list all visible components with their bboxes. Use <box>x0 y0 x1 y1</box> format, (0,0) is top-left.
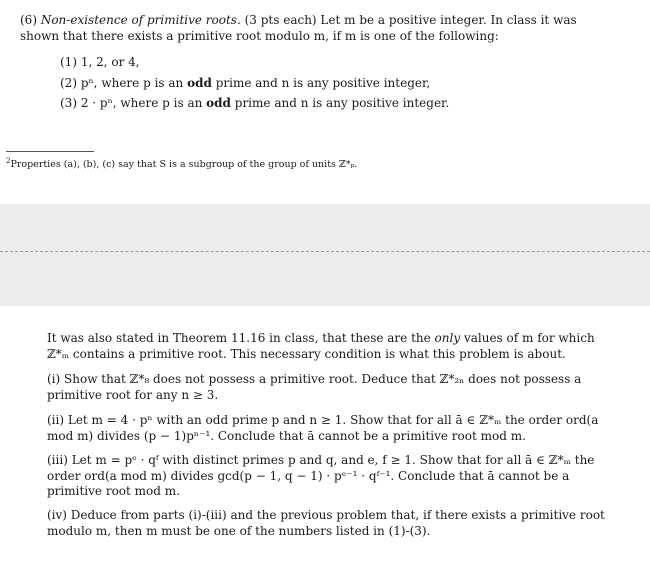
paragraph-theorem-note: It was also stated in Theorem 11.16 in class, that these are the only values of m for which ℤ*ₘ contains a primitive root. This necessary condition is what this problem is about. <box>47 331 595 361</box>
page-break-dashed-line <box>0 251 650 252</box>
footnote-divider <box>6 151 94 152</box>
part-iv: (iv) Deduce from parts (i)-(iii) and the previous problem that, if there exists a primitive root modulo m, then m must be one of the numbers listed in (1)-(3). <box>47 508 605 538</box>
list-item: (1) 1, 2, or 4, <box>60 55 140 69</box>
part-i: (i) Show that ℤ*₈ does not possess a primitive root. Deduce that ℤ*₂ₙ does not possess a primitive root for any n ≥ 3. <box>47 372 582 402</box>
problem-number: (6) <box>20 13 37 27</box>
problem-intro: (3 pts each) Let m be a positive integer. In class it was shown that there exists a primitive root modulo m, if m is one of the following: <box>20 13 577 43</box>
problem-statement <box>20 12 610 44</box>
case-list <box>60 54 600 116</box>
footnote-mark: 2 <box>6 157 11 165</box>
problem-title: Non-existence of primitive roots. <box>40 13 241 27</box>
footnote-text: Properties (a), (b), (c) say that S is a subgroup of the group of units ℤ*ₚ. <box>10 159 358 171</box>
footnote <box>6 155 357 171</box>
list-item: (2) pⁿ, where p is an odd prime and n is any positive integer, <box>60 75 431 90</box>
part-iii: (iii) Let m = pᵉ · qᶠ with distinct primes p and q, and e, f ≥ 1. Show that for all ā ∈ ℤ*ₘ the order ord(a mod m) divides gcd(p − 1, q − 1) · pᵉ⁻¹ · qᶠ⁻¹. Conclude that ā cannot be a primitive root mod m. <box>47 453 595 498</box>
page-break-gap <box>0 204 650 306</box>
part-ii: (ii) Let m = 4 · pⁿ with an odd prime p and n ≥ 1. Show that for all ā ∈ ℤ*ₘ the order ord(a mod m) divides (p − 1)pⁿ⁻¹. Conclude that ā cannot be a primitive root mod m. <box>47 413 599 443</box>
list-item: (3) 2 · pⁿ, where p is an odd prime and n is any positive integer. <box>60 96 450 110</box>
